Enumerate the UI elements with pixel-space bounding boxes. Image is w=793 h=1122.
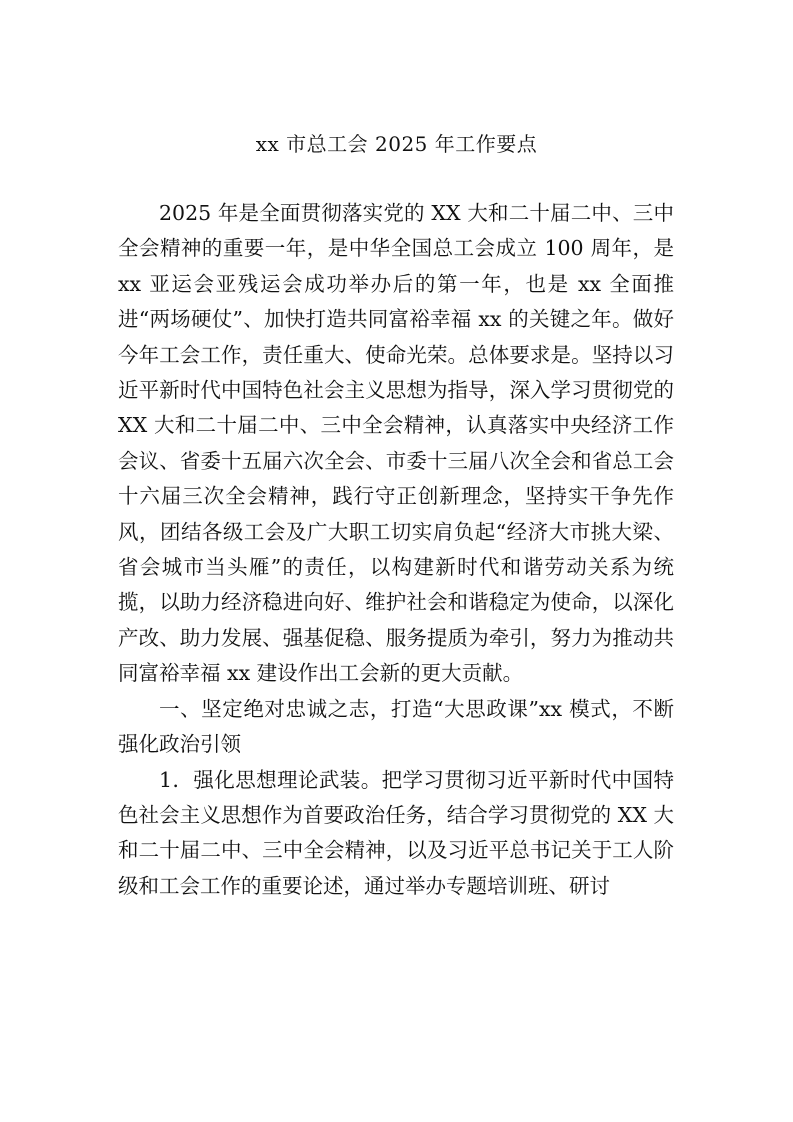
paragraph-item-1: 1．强化思想理论武装。把学习贯彻习近平新时代中国特色社会主义思想作为首要政治任务，结合学习贯彻党的 XX 大和二十届二中、三中全会精神，以及习近平总书记关于工人阶级和工会工作的重要论述，通过举办专题培训班、研讨 <box>118 767 674 898</box>
document-body <box>118 196 674 904</box>
document-title: xx 市总工会 2025 年工作要点 <box>255 132 538 156</box>
section-heading-1: 一、坚定绝对忠诚之志，打造“大思政课”xx 模式，不断强化政治引领 <box>118 696 674 757</box>
paragraph-overview: 2025 年是全面贯彻落实党的 XX 大和二十届二中、三中全会精神的重要一年，是中华全国总工会成立 100 周年，是 xx 亚运会亚残运会成功举办后的第一年，也是 xx 全面推进“两场硬仗”、加快打造共同富裕幸福 xx 的关键之年。做好今年工会工作，责任重大、使命光荣。总体要求是。坚持以习近平新时代中国特色社会主义思想为指导，深入学习贯彻党的 XX 大和二十届二中、三中全会精神，认真落实中央经济工作会议、省委十五届六次全会、市委十三届八次全会和省总工会十六届三次全会精神，践行守正创新理念，坚持实干争先作风，团结各级工会及广大职工切实肩负起“经济大市挑大梁、省会城市当头雁”的责任，以构建新时代和谐劳动关系为统揽，以助力经济稳进向好、维护社会和谐稳定为使命，以深化产改、助力发展、强基促稳、服务提质为牵引，努力为推动共同富裕幸福 xx 建设作出工会新的更大贡献。 <box>118 201 674 686</box>
